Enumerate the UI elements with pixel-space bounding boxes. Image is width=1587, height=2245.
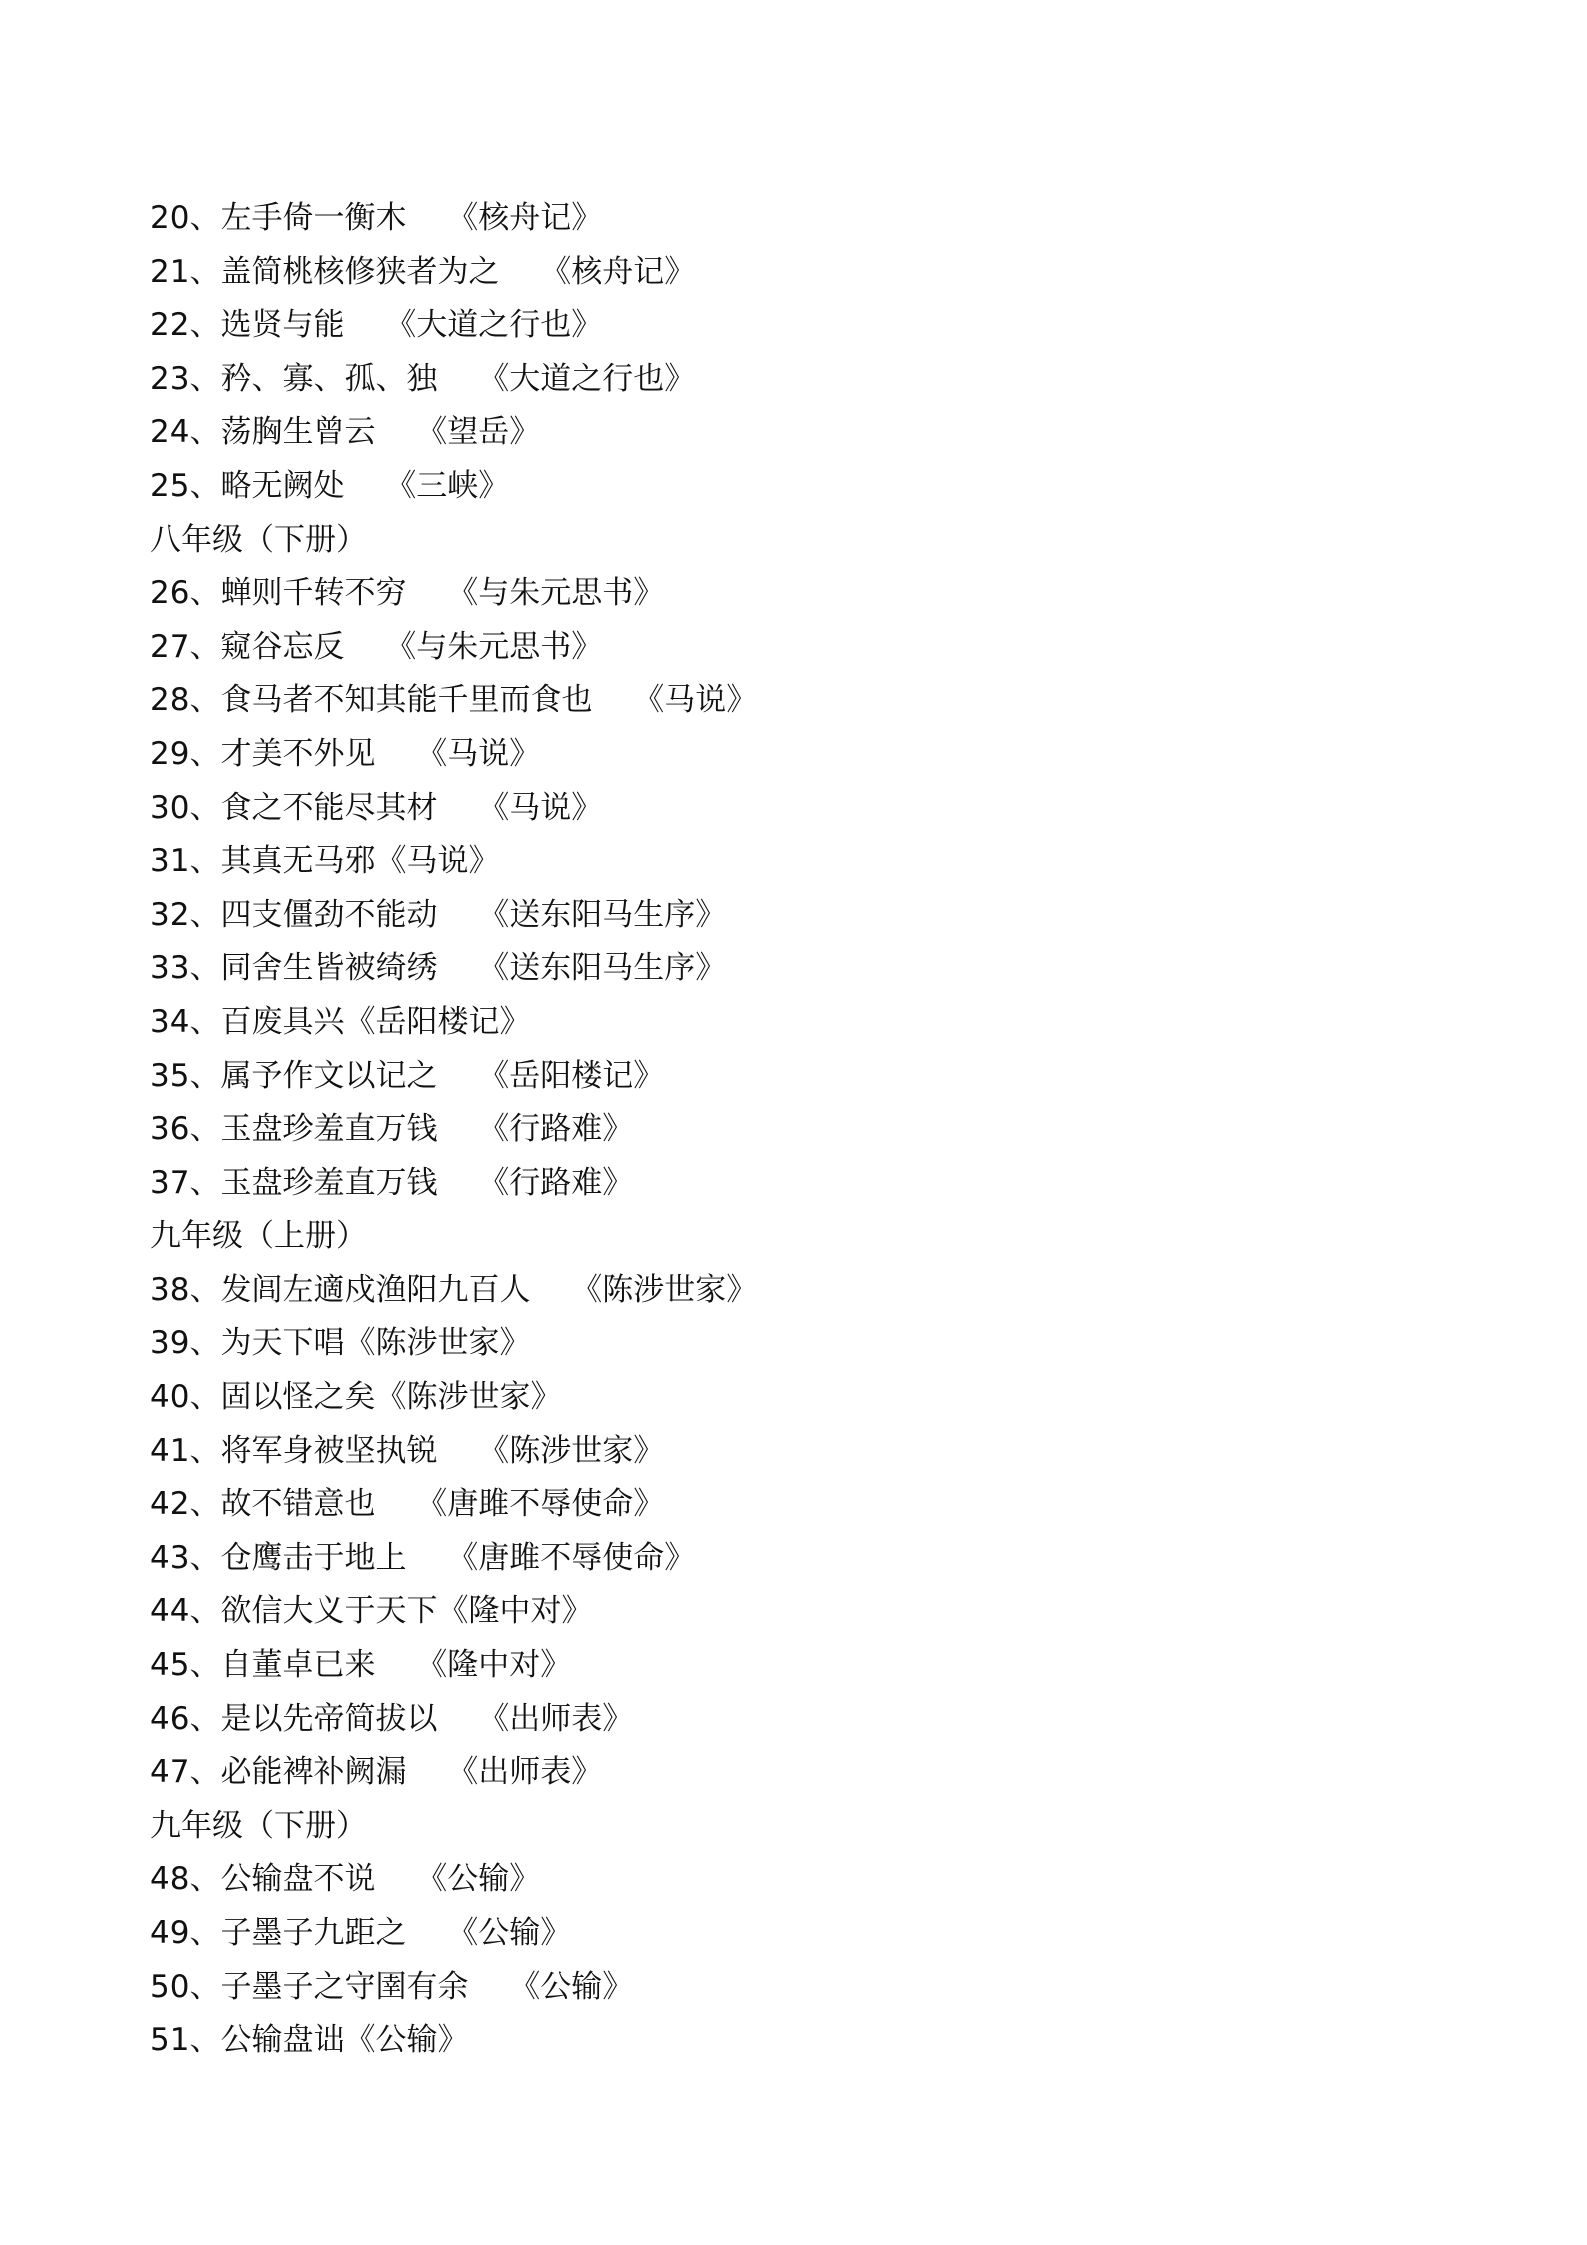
section-heading: 八年级（下册） bbox=[150, 521, 367, 558]
list-item: 42、故不错意也 《唐雎不辱使命》 bbox=[150, 1486, 665, 1523]
list-item: 25、略无阙处 《三峡》 bbox=[150, 467, 510, 504]
list-item: 48、公输盘不说 《公输》 bbox=[150, 1861, 541, 1898]
list-item: 35、属予作文以记之 《岳阳楼记》 bbox=[150, 1057, 665, 1094]
list-item: 43、仓鹰击于地上 《唐雎不辱使命》 bbox=[150, 1539, 696, 1576]
list-item: 45、自董卓已来 《隆中对》 bbox=[150, 1647, 572, 1684]
list-item: 26、蝉则千转不穷 《与朱元思书》 bbox=[150, 575, 665, 612]
list-item: 41、将军身被坚执锐 《陈涉世家》 bbox=[150, 1432, 665, 1469]
list-item: 21、盖简桃核修狭者为之 《核舟记》 bbox=[150, 253, 696, 290]
list-item: 50、子墨子之守圉有余 《公输》 bbox=[150, 1968, 634, 2005]
list-item: 29、才美不外见 《马说》 bbox=[150, 735, 541, 772]
list-item: 30、食之不能尽其材 《马说》 bbox=[150, 789, 603, 826]
list-item: 46、是以先帝简拔以 《出师表》 bbox=[150, 1700, 634, 1737]
list-item: 51、公输盘诎《公输》 bbox=[150, 2022, 469, 2059]
list-item: 33、同舍生皆被绮绣 《送东阳马生序》 bbox=[150, 950, 727, 987]
list-item: 37、玉盘珍羞直万钱 《行路难》 bbox=[150, 1164, 634, 1201]
list-item: 31、其真无马邪《马说》 bbox=[150, 843, 500, 880]
list-item: 20、左手倚一衡木 《核舟记》 bbox=[150, 200, 603, 236]
list-item: 44、欲信大义于天下《隆中对》 bbox=[150, 1593, 593, 1630]
list-item: 32、四支僵劲不能动 《送东阳马生序》 bbox=[150, 896, 727, 933]
list-item: 39、为天下唱《陈涉世家》 bbox=[150, 1325, 531, 1362]
list-item: 47、必能裨补阙漏 《出师表》 bbox=[150, 1754, 603, 1791]
list-item: 22、选贤与能 《大道之行也》 bbox=[150, 307, 603, 344]
list-item: 34、百废具兴《岳阳楼记》 bbox=[150, 1003, 531, 1040]
list-item: 36、玉盘珍羞直万钱 《行路难》 bbox=[150, 1111, 634, 1148]
list-item: 40、固以怪之矣《陈涉世家》 bbox=[150, 1379, 562, 1416]
list-item: 28、食马者不知其能千里而食也 《马说》 bbox=[150, 682, 758, 719]
list-item: 38、发闾左適戍渔阳九百人 《陈涉世家》 bbox=[150, 1271, 758, 1308]
section-heading: 九年级（下册） bbox=[150, 1807, 367, 1844]
list-item: 23、矜、寡、孤、独 《大道之行也》 bbox=[150, 360, 696, 397]
list-item: 24、荡胸生曾云 《望岳》 bbox=[150, 414, 541, 451]
list-item: 49、子墨子九距之 《公输》 bbox=[150, 1915, 572, 1951]
section-heading: 九年级（上册） bbox=[150, 1218, 367, 1255]
list-item: 27、窥谷忘反 《与朱元思书》 bbox=[150, 628, 603, 665]
text-lines bbox=[150, 192, 1450, 2068]
